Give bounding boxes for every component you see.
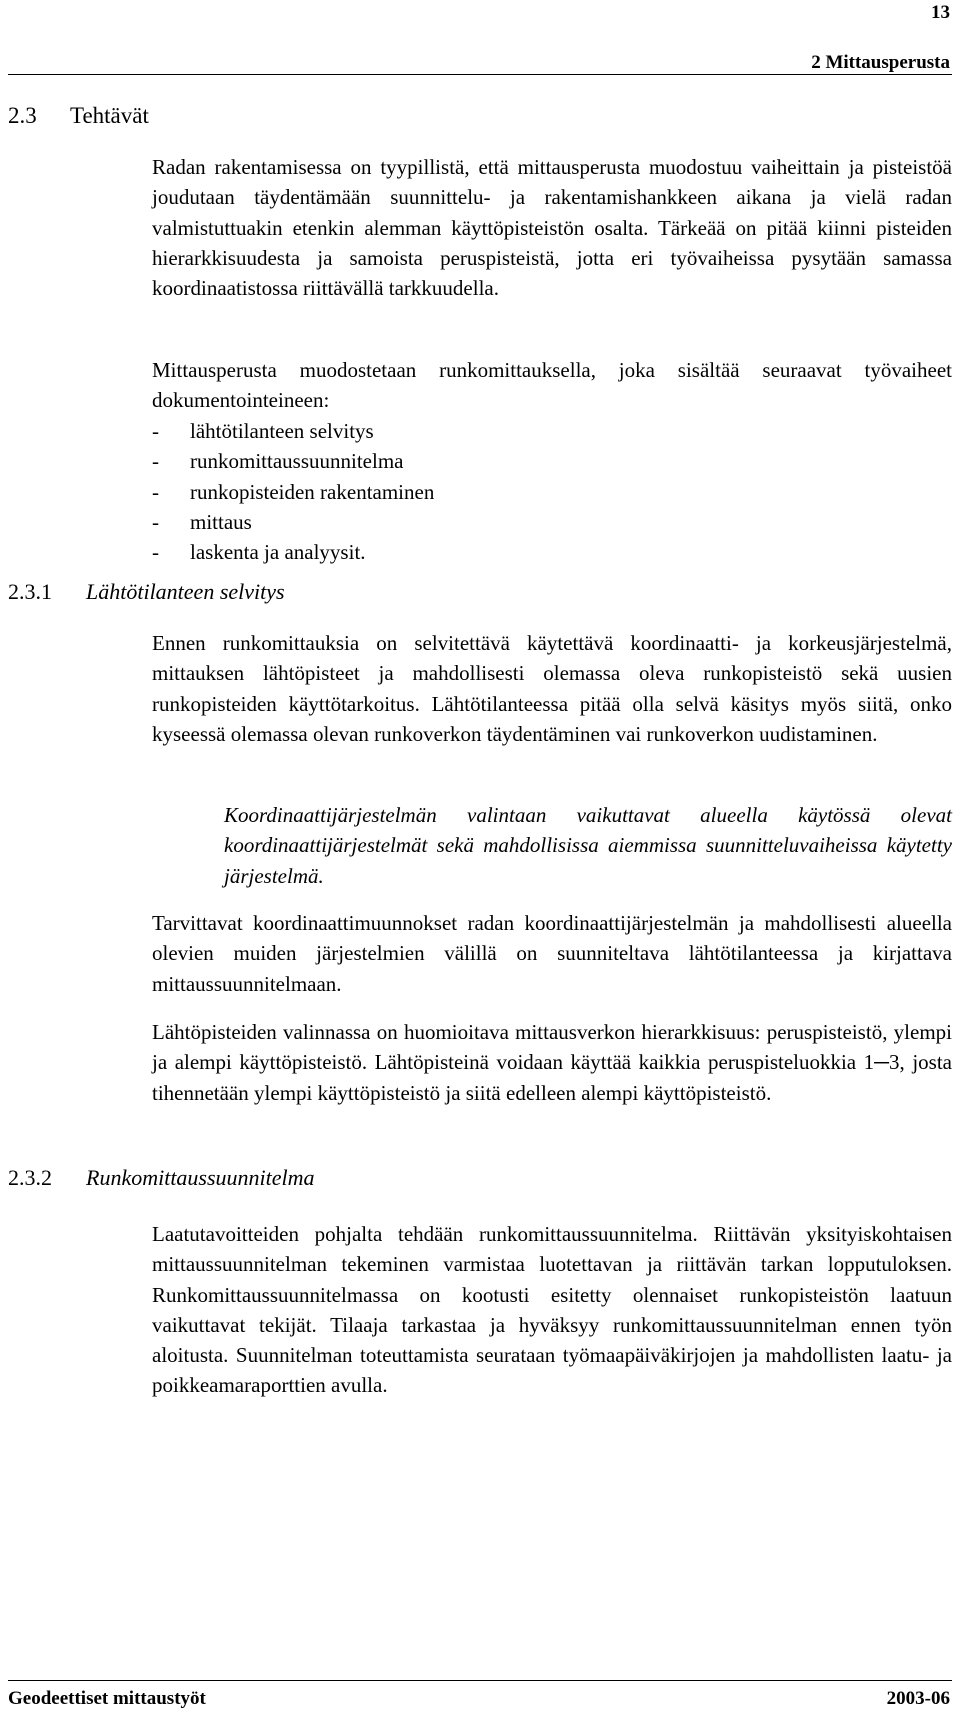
subsection-number: 2.3.1 <box>8 579 52 604</box>
subsection-heading-2 <box>8 1165 315 1191</box>
running-title: 2 Mittausperusta <box>811 52 950 73</box>
list-item <box>152 477 952 507</box>
subsection-title: Lähtötilanteen selvitys <box>86 579 285 604</box>
subsection1-paragraph-1: Ennen runkomittauksia on selvitettävä käytettävä koordinaatti- ja korkeusjärjestelmä, mittauksen lähtöpisteet ja mahdollisesti olemassa oleva runkopisteistö sekä uusien runkopisteiden käyttötarkoitus. Lähtötilanteessa pitää olla selvä käsitys myös siitä, onko kyseessä olemassa olevan runkoverkon täydentäminen vai runkoverkon uudistaminen. <box>152 631 952 746</box>
list-item-text: laskenta ja analyysit. <box>190 540 366 565</box>
list-item-text: runkomittaussuunnitelma <box>190 449 404 474</box>
dash: - <box>152 509 159 534</box>
page-number: 13 <box>931 2 950 23</box>
subsection-title: Runkomittaussuunnitelma <box>86 1165 315 1190</box>
dash: - <box>152 540 159 565</box>
dash: - <box>152 479 159 504</box>
subsection2-paragraph-1: Laatutavoitteiden pohjalta tehdään runkomittaussuunnitelma. Riittävän yksityiskohtaisen mittaussuunnitelman tekeminen varmistaa luotettavan ja riittävän tarkan lopputuloksen. Runkomittaussuunnitelmassa on kootusti esitetty olennaiset runkopisteistön laatuun vaikuttavat tekijät. Tilaaja tarkastaa ja hyväksyy runkomittaussuunnitelman ennen työn aloitusta. Suunnitelman toteuttamista seurataan työmaapäiväkirjojen ja mahdollisten laatu- ja poikkeamaraporttien avulla. <box>152 1222 952 1398</box>
intro-paragraph-1: Radan rakentamisessa on tyypillistä, että mittausperusta muodostuu vaiheittain ja pisteistöä joudutaan täydentämään suunnittelu- ja rakentamishankkeen aikana ja vielä radan valmistuttuakin etenkin alemman käyttöpisteistön osalta. Tärkeää on pitää kiinni pisteiden hierarkkisuudesta ja samoista peruspisteistä, jotta eri työvaiheissa pysytään samassa koordinaatistossa riittävällä tarkkuudella. <box>152 155 952 301</box>
section-heading <box>8 103 149 129</box>
section-title: Tehtävät <box>70 103 149 128</box>
phase-list <box>152 416 952 567</box>
subsection1-paragraph-3: Lähtöpisteiden valinnassa on huomioitava mittausverkon hierarkkisuus: peruspisteistö, ylempi ja alempi käyttöpisteistö. Lähtöpisteinä voidaan käyttää kaikkia peruspisteluokkia 1─3, josta tihennetään ylempi käyttöpisteistö ja siitä edelleen alempi käyttöpisteistö. <box>152 1020 952 1105</box>
footer-rule <box>8 1680 952 1681</box>
list-item <box>152 446 952 476</box>
subsection1-note: Koordinaattijärjestelmän valintaan vaikuttavat alueella käytössä olevat koordinaattijärjestelmät sekä mahdollisissa aiemmissa suunnitteluvaiheissa käytetty järjestelmä. <box>224 803 952 888</box>
footer-title: Geodeettiset mittaustyöt <box>8 1688 206 1709</box>
list-item-text: mittaus <box>190 509 252 534</box>
list-item-text: runkopisteiden rakentaminen <box>190 479 435 504</box>
list-item <box>152 537 952 567</box>
subsection-number: 2.3.2 <box>8 1165 52 1190</box>
dash: - <box>152 419 159 443</box>
subsection-heading-1 <box>8 579 285 605</box>
footer-date: 2003-06 <box>886 1688 950 1709</box>
dash: - <box>152 449 159 474</box>
list-item <box>152 507 952 537</box>
list-item-text: lähtötilanteen selvitys <box>190 419 374 443</box>
section-number: 2.3 <box>8 103 37 128</box>
subsection1-paragraph-2: Tarvittavat koordinaattimuunnokset radan koordinaattijärjestelmän ja mahdollisesti alueella olevien muiden järjestelmien välillä on suunniteltava lähtötilanteessa ja kirjattava mittaussuunnitelmaan. <box>152 911 952 996</box>
header-rule <box>8 74 952 75</box>
intro-paragraph-2: Mittausperusta muodostetaan runkomittauksella, joka sisältää seuraavat työvaiheet dokumentointeineen: <box>152 358 952 413</box>
list-item <box>152 416 952 446</box>
